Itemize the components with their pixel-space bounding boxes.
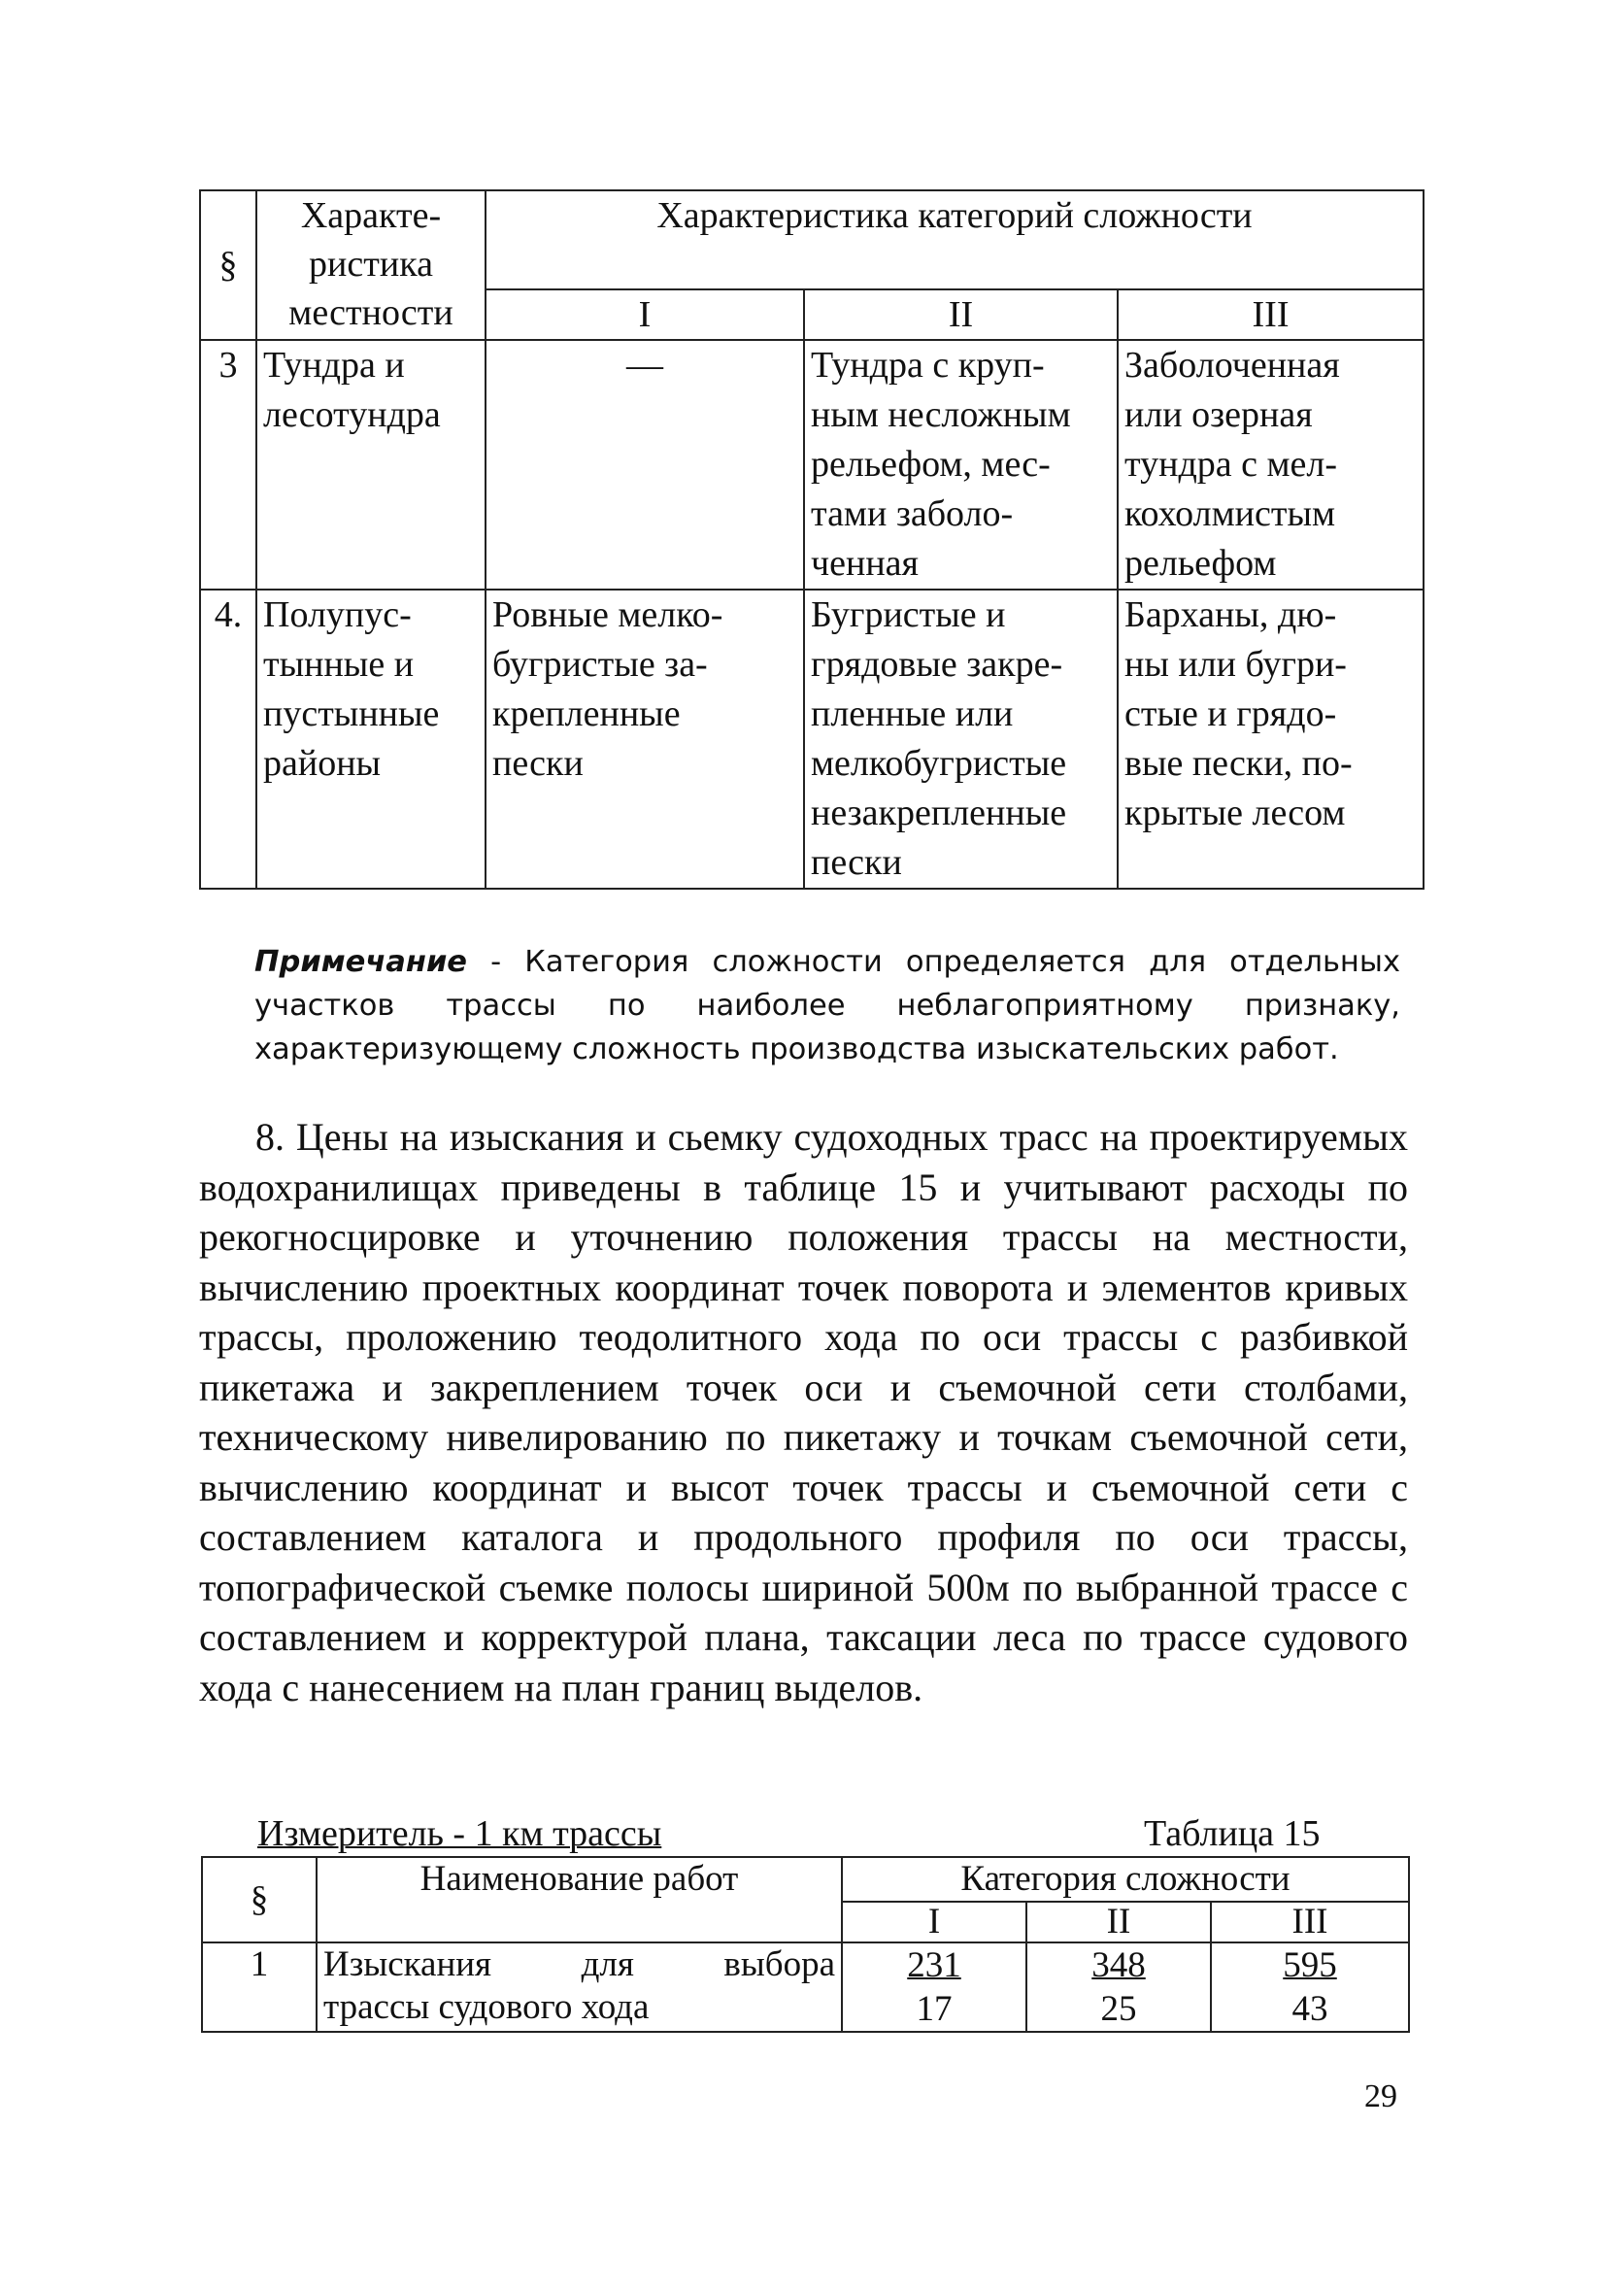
category-header: Категория сложности bbox=[842, 1857, 1409, 1902]
cat-III-header: III bbox=[1118, 289, 1424, 340]
row-section: 3 bbox=[200, 340, 256, 590]
row-cat-III: Заболоченная или озерная тундра с мел- кохолмистым рельефом bbox=[1118, 340, 1424, 590]
row-section: 1 bbox=[202, 1942, 317, 2032]
table-note bbox=[254, 940, 1400, 1071]
table-header-row bbox=[200, 190, 1424, 289]
row-cat-III: Барханы, дю- ны или бугри- стые и грядо- вые пески, по- крытые лесом bbox=[1118, 590, 1424, 889]
row-section: 4. bbox=[200, 590, 256, 889]
table-number: Таблица 15 bbox=[1144, 1813, 1321, 1854]
table-row bbox=[200, 590, 1424, 889]
section-header: § bbox=[200, 190, 256, 340]
row-cat-I-price: 231 17 bbox=[842, 1942, 1026, 2032]
categories-header: Характеристика категорий сложности bbox=[486, 190, 1424, 289]
section-header: § bbox=[202, 1857, 317, 1942]
table-row bbox=[202, 1942, 1409, 2032]
cat-II-header: II bbox=[1026, 1902, 1211, 1942]
measure-unit: Измеритель - 1 км трассы bbox=[257, 1813, 662, 1854]
row-cat-I: — bbox=[486, 340, 804, 590]
terrain-header: Характе- ристика местности bbox=[256, 190, 486, 340]
cat-II-header: II bbox=[804, 289, 1118, 340]
note-label: Примечание bbox=[254, 945, 467, 979]
page-number: 29 bbox=[1364, 2078, 1397, 2114]
table-header-row bbox=[202, 1857, 1409, 1902]
row-cat-III-price: 595 43 bbox=[1211, 1942, 1409, 2032]
paragraph-8 bbox=[199, 1112, 1408, 1712]
row-terrain: Полупус- тынные и пустынные районы bbox=[256, 590, 486, 889]
table-row bbox=[200, 340, 1424, 590]
note-text: - Категория сложности определяется для отдельных участков трассы по наиболее неблагоприятному признаку, характеризующему сложность производства изыскательских работ. bbox=[254, 945, 1400, 1066]
cat-I-header: I bbox=[842, 1902, 1026, 1942]
row-cat-II-price: 348 25 bbox=[1026, 1942, 1211, 2032]
cat-III-header: III bbox=[1211, 1902, 1409, 1942]
row-cat-II: Тундра с круп- ным несложным рельефом, мес- тами заболо- ченная bbox=[804, 340, 1118, 590]
row-terrain: Тундра и лесотундра bbox=[256, 340, 486, 590]
paragraph-text: 8. Цены на изыскания и сьемку судоходных трасс на проектируемых водохранилищах приведены в таблице 15 и учитывают расходы по рекогносцировке и уточнению положения трассы на местности, вычислению проектных координат точек поворота и элементов кривых трассы, проложению теодолитного хода по оси трассы с разбивкой пикетажа и закреплением точек оси и съемочной сети столбами, техническому нивелированию по пикетажу и точкам съемочной сети, вычислению координат и высот точек трассы и съемочной сети с составлением каталога и продольного профиля по оси трассы, топографической съемке полосы шириной 500м по выбранной трассе с составлением и корректурой плана, таксации леса по трассе судового хода с нанесением на план границ выделов. bbox=[199, 1115, 1408, 1709]
row-cat-II: Бугристые и грядовые закре- пленные или мелкобугристые незакрепленные пески bbox=[804, 590, 1118, 889]
cat-I-header: I bbox=[486, 289, 804, 340]
name-header: Наименование работ bbox=[317, 1857, 842, 1942]
row-work-name: Изыскания для выбора трассы судового хода bbox=[317, 1942, 842, 2032]
complexity-categories-table bbox=[199, 189, 1425, 890]
price-table-15 bbox=[201, 1856, 1410, 2033]
row-cat-I: Ровные мелко- бугристые за- крепленные пески bbox=[486, 590, 804, 889]
